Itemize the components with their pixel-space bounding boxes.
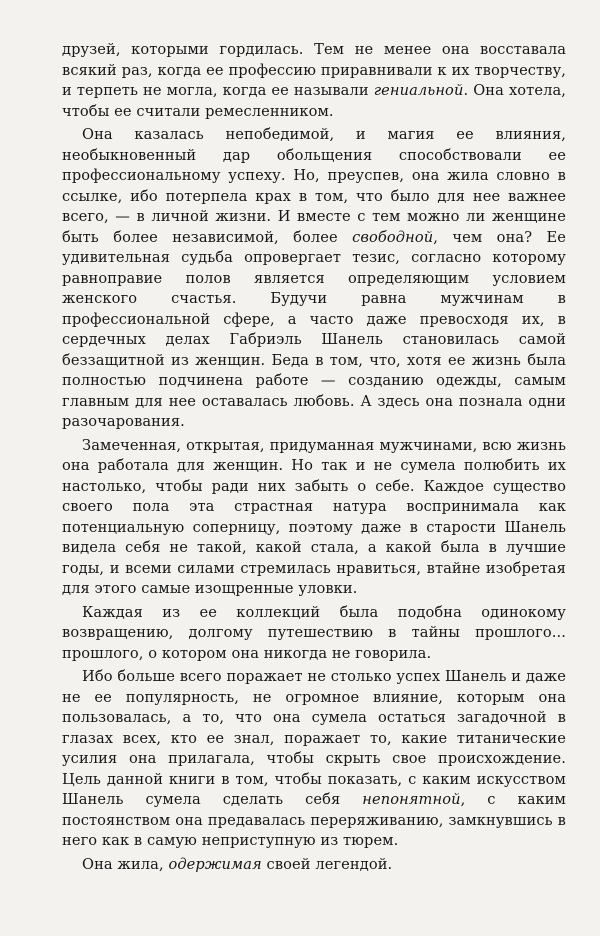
paragraph [62, 667, 566, 852]
emphasized-text: гениальной [373, 82, 464, 99]
text-segment: Замеченная, открытая, придуманная мужчинами, всю жизнь она работала для женщин. Но так и не сумела полюбить их настолько, чтобы ради них забыть о себе. Каждое существо своего пола эта страстная натура воспринимала как потенциальную соперницу, поэтому даже в старости Шанель видела себя не такой, какой стала, а какой была в лучшие годы, и всеми силами стремилась нравиться, втайне изобретая для этого самые изощренные уловки. [62, 436, 566, 597]
text-segment: , с каким постоянством она предавалась переряживанию, замкнувшись в него как в самую неприступную из тюрем. [62, 791, 566, 849]
emphasized-text: свободной [352, 228, 434, 246]
text-body [62, 40, 566, 875]
emphasized-text: одержимая [168, 855, 262, 873]
paragraph [62, 603, 566, 665]
text-segment: , чем она? Ее удивительная судьба опровергает тезис, согласно которому равноправие полов является определяющим условием женского счастья. Будучи равна мужчинам в профессиональной сфере, а часто даже превосходя их, в сердечных делах Габриэль Шанель становилась самой беззащитной из женщин. Беда в том, что, хотя ее жизнь была полностью подчинена работе — созданию одежды, самым главным для нее оставалась любовь. А здесь она познала одни разочарования. [62, 228, 566, 430]
text-segment: своей легендой. [261, 855, 393, 873]
text-segment: Она жила, [82, 855, 169, 873]
emphasized-text: непонятной [362, 791, 461, 808]
text-segment: Каждая из ее коллекций была подобна одинокому возвращению, долгому путешествию в тайны прошлого... прошлого, о котором она никогда не говорила. [62, 603, 566, 662]
paragraph [62, 40, 566, 122]
paragraph [62, 855, 566, 876]
paragraph [62, 125, 566, 433]
text-segment: друзей, которыми гордилась. Тем не менее она восставала всякий раз, когда ее профессию приравнивали к их творчеству, и терпеть не могла, когда ее называли [62, 41, 566, 99]
paragraph [62, 436, 566, 600]
text-segment: . Она хотела, чтобы ее считали ремесленником. [62, 82, 566, 120]
text-segment: Ибо больше всего поражает не столько успех Шанель и даже не ее популярность, не огромное влияние, которым она пользовалась, а то, что она сумела остаться загадочной в глазах всех, кто ее знал, поражает то, какие титанические усилия она прилагала, чтобы скрыть свое происхождение. Цель данной книги в том, чтобы показать, с каким искусством Шанель сумела сделать себя [62, 668, 566, 808]
text-segment: Она казалась непобедимой, и магия ее влияния, необыкновенный дар обольщения способствовали ее профессиональному успеху. Но, преуспев, она жила словно в ссылке, ибо потерпела крах в том, что было для нее важнее всего, — в личной жизни. И вместе с тем можно ли женщине быть более независимой, более [62, 126, 566, 246]
